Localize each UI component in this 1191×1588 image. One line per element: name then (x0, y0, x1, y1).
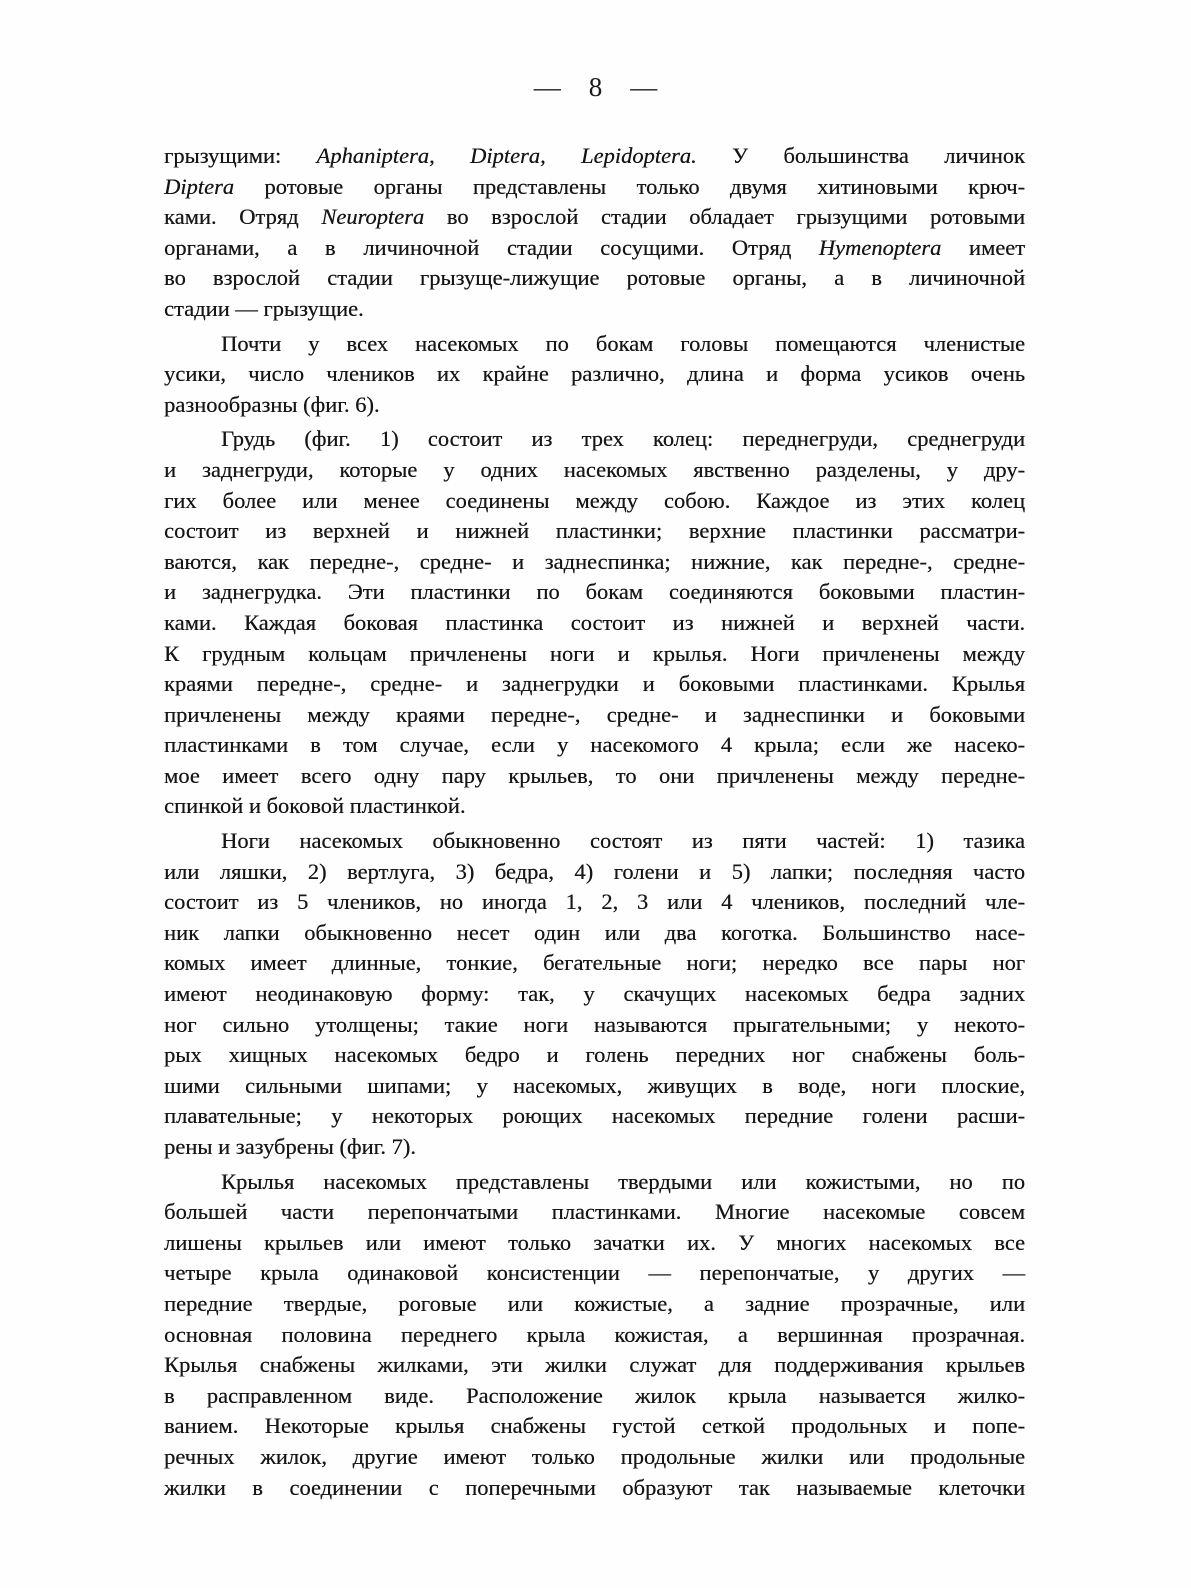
text-segment: стадии — грызущие. (164, 295, 364, 321)
text-segment: причленены между краями передне-, средне- и заднеспинки и боковыми (164, 701, 1025, 727)
text-segment: ками. Отряд (164, 204, 322, 230)
text-segment: ками. Каждая боковая пластинка состоит из нижней и верхней части. (164, 609, 1025, 635)
text-segment: или ляшки, 2) вертлуга, 3) бедра, 4) голени и 5) лапки; последняя часто (164, 858, 1025, 884)
text-segment: ник лапки обыкновенно несет один или два коготка. Большинство насе- (164, 919, 1025, 945)
text-segment: и заднегрудка. Эти пластинки по бокам соединяются боковыми пластин- (164, 579, 1025, 605)
text-segment: гих более или менее соединены между собою. Каждое из этих колец (164, 487, 1025, 513)
text-line (164, 1289, 1025, 1320)
text-segment: рых хищных насекомых бедро и голень передних ног снабжены боль- (164, 1042, 1025, 1068)
text-line (164, 202, 1025, 233)
text-line (164, 141, 1025, 172)
paragraph (164, 329, 1025, 421)
text-segment: и заднегруди, которые у одних насекомых явственно разделены, у дру- (164, 456, 1025, 482)
text-segment: имеют неодинаковую форму: так, у скачущих насекомых бедра задних (164, 981, 1025, 1007)
paragraph (164, 424, 1025, 822)
text-line (164, 1381, 1025, 1412)
text-line (164, 608, 1025, 639)
text-segment: краями передне-, средне- и заднегрудки и боковыми пластинками. Крылья (164, 671, 1025, 697)
paragraph (164, 141, 1025, 325)
text-segment: грызущими: (164, 143, 317, 168)
text-segment: во взрослой стадии обладает грызущими ротовыми (424, 204, 1025, 230)
text-segment: У большинства личинок (696, 143, 1025, 168)
text-segment: рены и зазубрены (фиг. 7). (164, 1134, 416, 1159)
text-segment: ванием. Некоторые крылья снабжены густой сеткой продольных и попе- (164, 1413, 1025, 1439)
text-segment (435, 143, 470, 168)
text-line (164, 390, 1025, 421)
text-line (164, 761, 1025, 792)
latin-species-name: Neuroptera (321, 204, 425, 230)
text-segment: во взрослой стадии грызуще-лижущие ротовые органы, а в личиночной (164, 265, 1025, 291)
page-header-dash-right: — (630, 72, 658, 102)
page-header-dash-left: — (533, 72, 561, 102)
text-line (164, 1258, 1025, 1289)
latin-species-name: Diptera, (470, 143, 546, 168)
latin-species-name: Diptera (164, 173, 234, 199)
text-segment: Ноги насекомых обыкновенно состоят из пяти частей: 1) тазика (221, 828, 1025, 854)
text-line (164, 1167, 1025, 1198)
text-segment: четыре крыла одинаковой консистенции — перепончатые, у других — (164, 1260, 1025, 1286)
text-line (164, 516, 1025, 547)
text-line (164, 1197, 1025, 1228)
text-segment: плавательные; у некоторых роющих насекомых передние голени расши- (164, 1103, 1025, 1129)
text-segment: состоит из верхней и нижней пластинки; верхние пластинки рассматри- (164, 518, 1025, 544)
text-line (164, 263, 1025, 294)
text-line (164, 424, 1025, 455)
page-text (164, 141, 1025, 1507)
latin-species-name: Lepidoptera. (581, 143, 697, 168)
text-line (164, 918, 1025, 949)
text-segment: Крылья снабжены жилками, эти жилки служат для поддерживания крыльев (164, 1352, 1025, 1378)
paragraph (164, 1167, 1025, 1504)
text-line (164, 669, 1025, 700)
text-line (164, 329, 1025, 360)
page-number: 8 (588, 72, 603, 102)
text-segment: ног сильно утолщены; такие ноги называются прыгательными; у некото- (164, 1011, 1025, 1037)
text-line (164, 359, 1025, 390)
text-line (164, 826, 1025, 857)
text-segment: имеет (941, 234, 1025, 260)
text-segment: речных жилок, другие имеют только продольные жилки или продольные (164, 1443, 1025, 1469)
text-line (164, 1473, 1025, 1504)
text-line (164, 791, 1025, 822)
text-segment: мое имеет всего одну пару крыльев, то они причленены между передне- (164, 762, 1025, 788)
text-segment: шими сильными шипами; у насекомых, живущих в воде, ноги плоские, (164, 1072, 1025, 1098)
text-line (164, 1010, 1025, 1041)
text-line (164, 1132, 1025, 1163)
text-line (164, 1411, 1025, 1442)
text-segment: передние твердые, роговые или кожистые, а задние прозрачные, или (164, 1290, 1025, 1316)
text-segment: разнообразны (фиг. 6). (164, 391, 380, 417)
text-line (164, 577, 1025, 608)
text-segment: ротовые органы представлены только двумя хитиновыми крюч- (234, 173, 1025, 199)
text-line (164, 1320, 1025, 1351)
text-line (164, 172, 1025, 203)
text-line (164, 979, 1025, 1010)
text-segment: пластинками в том случае, если у насекомого 4 крыла; если же насеко- (164, 732, 1025, 758)
text-line (164, 639, 1025, 670)
text-segment: жилки в соединении с поперечными образуют так называемые клеточки (164, 1474, 1025, 1500)
text-segment (546, 143, 581, 168)
text-line (164, 1040, 1025, 1071)
text-line (164, 1350, 1025, 1381)
text-line (164, 547, 1025, 578)
text-segment: состоит из 5 члеников, но иногда 1, 2, 3 или 4 члеников, последний чле- (164, 889, 1025, 915)
page-header (0, 72, 1191, 103)
text-segment: основная половина переднего крыла кожистая, а вершинная прозрачная. (164, 1321, 1025, 1347)
text-line (164, 730, 1025, 761)
text-line (164, 1228, 1025, 1259)
text-line (164, 700, 1025, 731)
latin-species-name: Hymenoptera (818, 234, 942, 260)
paragraph (164, 826, 1025, 1163)
text-segment: Грудь (фиг. 1) состоит из трех колец: переднегруди, среднегруди (221, 426, 1025, 452)
text-line (164, 887, 1025, 918)
text-line (164, 1071, 1025, 1102)
text-line (164, 233, 1025, 264)
text-segment: спинкой и боковой пластинкой. (164, 793, 466, 819)
text-segment: лишены крыльев или имеют только зачатки их. У многих насекомых все (164, 1229, 1025, 1255)
text-line (164, 948, 1025, 979)
text-segment: большей части перепончатыми пластинками. Многие насекомые совсем (164, 1199, 1025, 1225)
text-segment: комых имеет длинные, тонкие, бегательные ноги; нередко все пары ног (164, 950, 1025, 976)
text-segment: К грудным кольцам причленены ноги и крылья. Ноги причленены между (164, 640, 1025, 666)
text-line (164, 455, 1025, 486)
latin-species-name: Aphaniptera, (316, 143, 435, 168)
text-line (164, 1101, 1025, 1132)
text-line (164, 857, 1025, 888)
text-segment: Почти у всех насекомых по бокам головы помещаются членистые (221, 330, 1025, 356)
text-segment: усики, число члеников их крайне различно, длина и форма усиков очень (164, 361, 1025, 387)
text-line (164, 1442, 1025, 1473)
text-segment: Крылья насекомых представлены твердыми или кожистыми, но по (221, 1168, 1025, 1194)
text-line (164, 294, 1025, 325)
text-line (164, 486, 1025, 517)
text-segment: органами, а в личиночной стадии сосущими. Отряд (164, 234, 819, 260)
text-segment: ваются, как передне-, средне- и заднеспинка; нижние, как передне-, средне- (164, 548, 1025, 574)
text-segment: в расправленном виде. Расположение жилок крыла называется жилко- (164, 1382, 1025, 1408)
